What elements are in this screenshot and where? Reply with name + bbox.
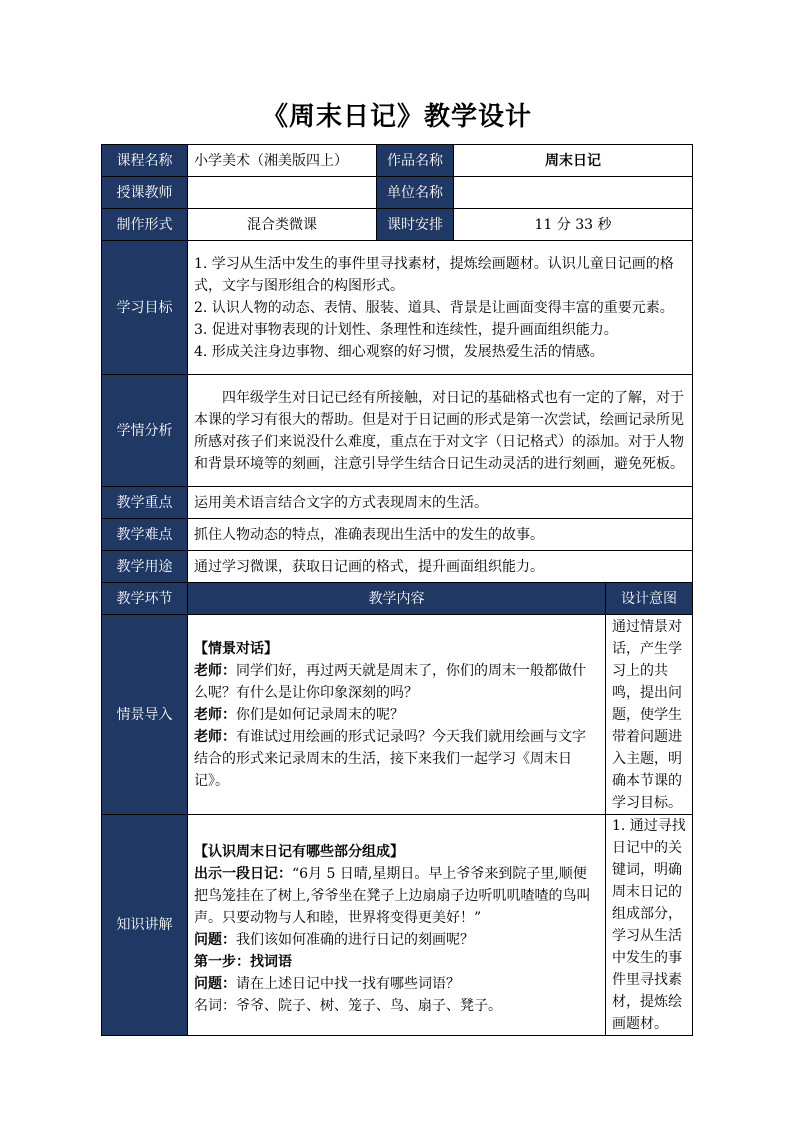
dialogue-line (194, 660, 599, 704)
speaker-label: 老师： (194, 728, 236, 745)
teacher-value (188, 177, 377, 209)
objective-item: 3. 促进对事物表现的计划性、条理性和连续性，提升画面组织能力。 (194, 321, 618, 338)
intro-heading: 【情景对话】 (194, 640, 278, 657)
row-key-point (102, 487, 693, 519)
row-difficulty (102, 519, 693, 551)
objective-item: 1. 学习从生活中发生的事件里寻找素材，提炼绘画题材。认识儿童日记画的格式，文字与图形组合的构图形式。 (194, 255, 674, 294)
difficulty-label: 教学难点 (102, 519, 188, 551)
unit-label: 单位名称 (377, 177, 454, 209)
intro-content (188, 615, 606, 815)
step-title: 第一步：找词语 (194, 954, 292, 970)
objectives-content (188, 241, 693, 375)
course-value: 小学美术（湘美版四上） (188, 145, 377, 177)
row-format (102, 209, 693, 241)
row-course (102, 145, 693, 177)
row-process-header (102, 583, 693, 615)
intent-header: 设计意图 (606, 583, 693, 615)
key-point-text: 运用美术语言结合文字的方式表现周末的生活。 (188, 487, 693, 519)
analysis-label: 学情分析 (102, 375, 188, 487)
show-label: 出示一段日记： (194, 866, 292, 882)
row-objectives (102, 241, 693, 375)
dialogue-text: 同学们好，再过两天就是周末了，你们的周末一般都做什么呢？有什么是让你印象深刻的吗？ (194, 662, 586, 701)
analysis-text: 四年级学生对日记已经有所接触，对日记的基础格式也有一定的了解，对于本课的学习有很大的帮助。但是对于日记画的形式是第一次尝试，绘画记录所见所感对孩子们来说没什么难度，重点在于对文字（日记格式）的添加。对于人物和背景环境等的刻画，注意引导学生结合日记生动灵活的进行刻画，避免死板。 (194, 389, 684, 472)
unit-value (454, 177, 693, 209)
stage-header: 教学环节 (102, 583, 188, 615)
row-usage (102, 551, 693, 583)
objective-item: 2. 认识人物的动态、表情、服装、道具、背景是让画面变得丰富的重要元素。 (194, 299, 674, 316)
row-teacher (102, 177, 693, 209)
question-label: 问题： (194, 976, 236, 992)
lesson-plan-table (101, 144, 693, 1036)
speaker-label: 老师： (194, 662, 236, 679)
difficulty-text: 抓住人物动态的特点，准确表现出生活中的发生的故事。 (188, 519, 693, 551)
analysis-content (188, 375, 693, 487)
knowledge-intent: 1. 通过寻找日记中的关键词，明确周末日记的组成部分，学习从生活中发生的事件里寻找素材，提炼绘画题材。 (606, 815, 693, 1036)
content-header: 教学内容 (188, 583, 606, 615)
work-value: 周末日记 (454, 145, 693, 177)
knowledge-heading: 【认识周末日记有哪些部分组成】 (194, 844, 404, 860)
row-knowledge (102, 815, 693, 1036)
dialogue-text: 你们是如何记录周末的呢？ (236, 706, 404, 723)
course-label: 课程名称 (102, 145, 188, 177)
time-label: 课时安排 (377, 209, 454, 241)
format-value: 混合类微课 (188, 209, 377, 241)
format-label: 制作形式 (102, 209, 188, 241)
usage-text: 通过学习微课，获取日记画的格式，提升画面组织能力。 (188, 551, 693, 583)
knowledge-content (188, 815, 606, 1036)
dialogue-line (194, 726, 599, 792)
speaker-label: 老师： (194, 706, 236, 723)
usage-label: 教学用途 (102, 551, 188, 583)
nouns-text: 名词：爷爷、院子、树、笼子、鸟、扇子、凳子。 (194, 998, 502, 1014)
objective-item: 4. 形成关注身边事物、细心观察的好习惯，发展热爱生活的情感。 (194, 343, 604, 360)
page-title: 《周末日记》教学设计 (261, 102, 532, 132)
question-text: 请在上述日记中找一找有哪些词语？ (236, 976, 460, 992)
teacher-label: 授课教师 (102, 177, 188, 209)
row-analysis (102, 375, 693, 487)
objectives-label: 学习目标 (102, 241, 188, 375)
row-intro (102, 615, 693, 815)
dialogue-text: 有谁试过用绘画的形式记录吗？今天我们就用绘画与文字结合的形式来记录周末的生活，接下来我们一起学习《周末日记》。 (194, 728, 586, 789)
diary-text: “6月 5 日晴,星期日。早上爷爷来到院子里,顺便把鸟笼挂在了树上,爷爷坐在凳子上边扇扇子边听叽叽喳喳的鸟叫声。只要动物与人和睦，世界将变得更美好！” (194, 866, 591, 926)
question-text: 我们该如何准确的进行日记的刻画呢？ (236, 932, 474, 948)
intro-label: 情景导入 (102, 615, 188, 815)
time-value: 11 分 33 秒 (454, 209, 693, 241)
question-label: 问题： (194, 932, 236, 948)
intro-intent: 通过情景对话，产生学习上的共鸣，提出问题，使学生带着问题进入主题，明确本节课的学习目标。 (606, 615, 693, 815)
knowledge-label: 知识讲解 (102, 815, 188, 1036)
work-label: 作品名称 (377, 145, 454, 177)
key-point-label: 教学重点 (102, 487, 188, 519)
dialogue-line (194, 704, 599, 726)
